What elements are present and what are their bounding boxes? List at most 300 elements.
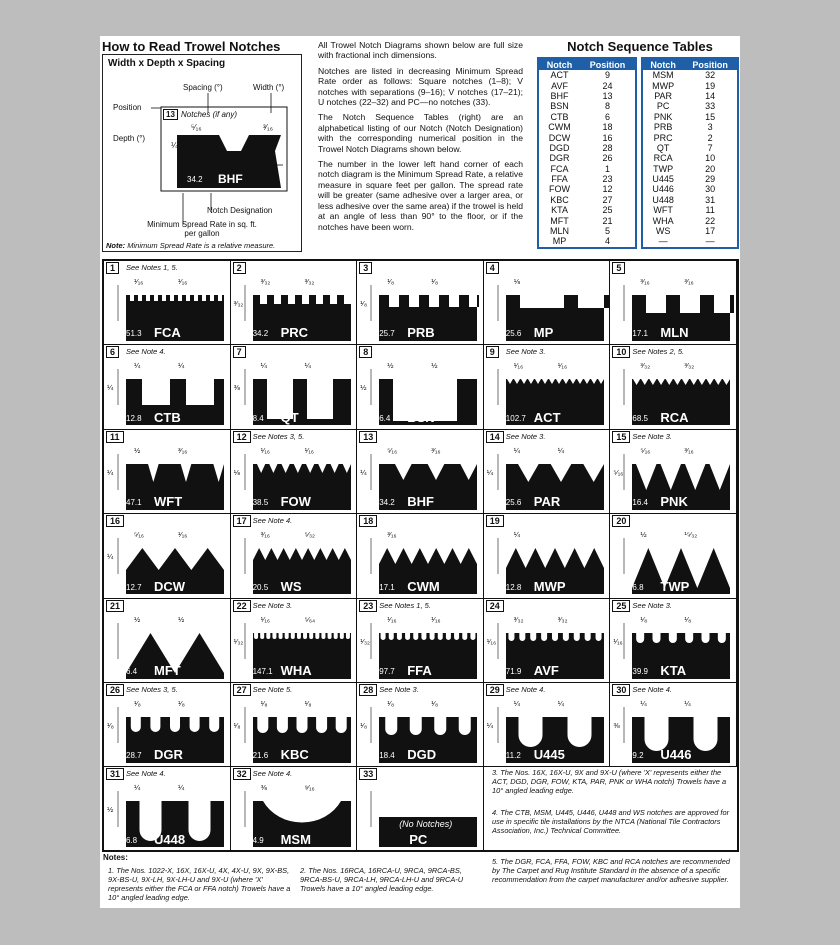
spread-rate: 102.7	[505, 413, 526, 423]
dimension-label: ³⁄₁₆	[684, 277, 694, 286]
seq-notch: KBC	[550, 194, 569, 205]
seq-position: 20	[705, 163, 716, 174]
notch-name: KBC	[280, 747, 309, 763]
dimension-label: ¼	[107, 552, 114, 562]
dimension-label: ¹⁄₈	[260, 699, 268, 708]
intro-para: All Trowel Notch Diagrams shown below are full size with fractional inch dimensions.	[318, 40, 523, 61]
seq-notch: WHA	[652, 215, 674, 226]
dimension-label: ³⁄₁₆	[431, 445, 441, 455]
notch-cell-12	[231, 430, 358, 514]
dimension-label: ½	[431, 361, 438, 371]
cell-number: 26	[106, 684, 124, 696]
dimension-label: ¼	[640, 699, 647, 708]
seq-notch: MP	[552, 236, 567, 247]
notch-cell-31	[104, 767, 231, 851]
notch-name: AVF	[533, 662, 559, 678]
dimension-label: ½	[134, 614, 141, 624]
notch-name: QT	[280, 409, 299, 425]
dimension-label: ¹⁄₈	[134, 699, 141, 708]
spread-rate: 6.4	[126, 666, 138, 676]
spacing-label: Spacing (°)	[183, 83, 223, 92]
dimension-label: ⁵⁄₁₆	[134, 530, 144, 540]
cell-number: 32	[233, 768, 251, 780]
cell-number: 12	[233, 431, 251, 443]
spread-rate: 34.2	[379, 498, 395, 508]
dimension-label: ⁹⁄₁₆	[304, 783, 315, 793]
seq-notch: U446	[652, 184, 674, 195]
cell-note: See Note 4.	[126, 347, 166, 357]
seq-position: —	[705, 236, 715, 247]
cell-number: 6	[106, 346, 119, 358]
dimension-label: ³⁄₁₆	[640, 277, 650, 286]
cell-note: See Notes 1, 5.	[126, 263, 178, 272]
seq-col-notch: Notch	[642, 58, 683, 70]
dimension-label: ¹⁄₁₆	[486, 636, 497, 646]
seq-notch: MLN	[550, 226, 570, 237]
dimension-label: ¼	[486, 721, 494, 730]
seq-row	[538, 205, 636, 215]
cell-number: 21	[106, 600, 124, 612]
seq-notch: DGR	[549, 153, 570, 164]
notch-name: WFT	[154, 494, 183, 510]
note-3: 3. The Nos. 16X, 16X-U, 9X and 9X-U (where 'X' represents either the ACT, DGD, DGR, FOW, KTA, PAR, PNK or WHA notch) Trowels have a 10° angled leading edge.	[492, 768, 727, 795]
seq-notch: WS	[655, 226, 671, 237]
dimension-label: ½	[134, 445, 141, 455]
cell-number: 28	[359, 684, 377, 696]
dimension-label: ¼	[557, 699, 565, 708]
cell-note: See Note 4.	[252, 769, 293, 779]
no-notches-label: (No Notches)	[399, 819, 453, 830]
dimension-label: ⅛	[513, 277, 521, 286]
notch-name: FOW	[280, 494, 311, 510]
dimension-label: ¹⁄₁₆	[613, 636, 623, 646]
dimension-label: ⁵⁄₆₄	[304, 614, 316, 624]
cell-number: 10	[612, 346, 630, 358]
notch-name: PRC	[280, 325, 309, 341]
seq-position: 30	[705, 184, 716, 195]
seq-row	[642, 80, 738, 90]
cell-number: 31	[106, 768, 124, 780]
cell-note: See Note 4.	[505, 685, 546, 694]
spread-rate: 71.9	[505, 666, 522, 676]
seq-notch: PC	[656, 101, 670, 112]
seq-notch: PAR	[654, 90, 673, 101]
spread-rate: 147.1	[252, 666, 273, 676]
seq-notch: FOW	[549, 184, 571, 195]
cell-number: 3	[359, 262, 372, 274]
cell-number: 22	[233, 600, 251, 612]
spread-rate: 47.1	[126, 498, 142, 508]
notch-cell-13	[357, 430, 484, 514]
seq-row	[538, 143, 636, 153]
notch-cell-21	[104, 599, 231, 683]
notch-diagram-grid	[102, 259, 739, 852]
seq-notch: CTB	[550, 111, 569, 122]
dimension-label: ³⁄₁₆	[260, 530, 270, 540]
seq-notch: FCA	[550, 163, 569, 174]
notch-cell-29	[484, 683, 611, 767]
seq-notch: WFT	[653, 205, 673, 216]
notch-cell-4	[484, 261, 611, 345]
seq-row	[538, 153, 636, 163]
howto-diagram-box	[102, 54, 302, 252]
dimension-label: ¼	[360, 467, 367, 477]
dimension-label: ³⁄₁₆	[684, 445, 694, 455]
dimension-label: ⅜	[233, 383, 240, 393]
seq-position: 1	[605, 163, 611, 174]
seq-notch: PNK	[653, 111, 673, 122]
seq-position: 7	[707, 142, 713, 153]
dimension-label: ¹⁵⁄₃₂	[684, 530, 698, 540]
cell-number: 11	[106, 431, 124, 443]
notch-name: DCW	[154, 578, 186, 594]
seq-notch: MFT	[550, 215, 569, 226]
seq-row	[642, 91, 738, 101]
spread-rate: 17.1	[379, 582, 395, 592]
min-spread-label: Minimum Spread Rate in sq. ft. per gallon	[147, 220, 257, 238]
seq-position: 11	[705, 205, 715, 216]
seq-row	[538, 80, 636, 90]
seq-row	[642, 132, 738, 142]
seq-notch: CWM	[548, 122, 571, 133]
seq-notch: MWP	[652, 80, 675, 91]
spread-rate: 6.8	[632, 582, 644, 592]
position-label: Position	[113, 103, 142, 112]
dimension-label: ¹⁄₈	[684, 614, 692, 624]
dimension-label: ⁵⁄₁₆	[613, 467, 624, 477]
seq-notch: BHF	[550, 90, 569, 101]
seq-position: 16	[602, 132, 613, 143]
seq-row	[642, 112, 738, 122]
cell-number: 33	[359, 768, 377, 780]
spread-rate: 16.4	[632, 498, 648, 508]
dimension-label: ½	[640, 530, 647, 540]
dimension-label: ¹⁄₃₂	[233, 636, 244, 646]
notch-cell-18	[357, 514, 484, 598]
seq-row	[642, 143, 738, 153]
dimension-label: ¹⁄₁₆	[304, 445, 314, 455]
seq-row	[538, 91, 636, 101]
howto-notches-if-any: Notches (if any)	[181, 110, 238, 119]
notch-name: FCA	[154, 325, 181, 341]
dimension-label: ¼	[107, 467, 114, 477]
spread-rate: 51.3	[126, 329, 142, 339]
spread-rate: 6.8	[126, 835, 138, 845]
dimension-label: ½	[107, 805, 114, 815]
seq-notch: FFA	[551, 174, 568, 185]
dimension-label: ¼	[134, 783, 141, 793]
cell-note: See Notes 3, 5.	[126, 685, 178, 694]
seq-row	[538, 236, 636, 247]
dimension-label: ³⁄₃₂	[513, 614, 524, 624]
dimension-label: ¼	[513, 530, 521, 540]
spread-rate: 34.2	[252, 329, 269, 339]
seq-notch: RCA	[653, 153, 673, 164]
spread-rate: 68.5	[632, 413, 648, 423]
cell-number: 24	[486, 600, 504, 612]
intro-para: Notches are listed in decreasing Minimum Spread Rate order as follows: Square notches (1–8); V notches with separations (9–16); V notches (17–21); U notches (22–32) and PC—no notches (33).	[318, 65, 523, 108]
seq-position: 21	[602, 215, 613, 226]
seq-position: 2	[707, 132, 713, 143]
notch-name: MFT	[154, 662, 181, 678]
howto-title: How to Read Trowel Notches	[102, 39, 281, 54]
seq-row	[538, 184, 636, 194]
notch-cell-17	[231, 514, 358, 598]
seq-col-position: Position	[683, 58, 738, 70]
notes-label: Notes:	[103, 853, 128, 862]
seq-table-left	[537, 57, 637, 249]
notch-cell-10	[610, 345, 737, 429]
seq-notch: DGD	[549, 142, 570, 153]
dimension-label: ¹⁄₈	[178, 699, 185, 708]
notch-name: MSM	[280, 831, 311, 847]
seq-row	[642, 205, 738, 215]
cell-number: 30	[612, 684, 630, 696]
seq-position: 13	[602, 90, 613, 101]
notch-cell-30	[610, 683, 737, 767]
dimension-label: ¹⁄₁₆	[557, 361, 568, 371]
seq-row	[642, 70, 738, 80]
dimension-label: ⁵⁄₁₆	[387, 445, 398, 455]
dimension-label: ³⁄₃₂	[684, 361, 695, 371]
cell-number: 14	[486, 431, 504, 443]
seq-position: 26	[602, 153, 613, 164]
seq-row	[538, 215, 636, 225]
depth-label: Depth (°)	[113, 134, 146, 143]
seq-notch: ACT	[550, 70, 569, 81]
notch-cell-28	[357, 683, 484, 767]
notch-cell-19	[484, 514, 611, 598]
seq-row	[642, 122, 738, 132]
notch-cell-3	[357, 261, 484, 345]
seq-row	[538, 164, 636, 174]
notch-cell-2	[231, 261, 358, 345]
notch-shape	[253, 379, 351, 425]
seq-position: 18	[602, 122, 613, 133]
note-text: Minimum Spread Rate is a relative measure.	[127, 241, 276, 250]
dimension-label: ¼	[513, 445, 521, 455]
cell-number: 16	[106, 515, 124, 527]
intro-para: The number in the lower left hand corner of each notch diagram is the Minimum Spread Rate, a relative measure in square feet per gallon. The spread rate will be greater (same adhesive over a larger area, or less adhesive over the same area) if the trowel is held at an angle of less than 90° to the floor, or if the notches have been worn.	[318, 159, 523, 232]
seq-row	[642, 174, 738, 184]
seq-notch: AVF	[551, 80, 568, 91]
cell-number: 2	[233, 262, 246, 274]
dimension-label: ¹⁄₁₆	[178, 530, 188, 540]
spread-rate: 17.1	[632, 329, 648, 339]
cell-note: See Note 4.	[126, 769, 166, 779]
note-1: 1. The Nos. 1022-X, 16X, 16X-U, 4X, 4X-U, 9X, 9X-BS, 9X-BS-U, 9X-LH, 9X-LH-U and 9X-U (where 'X' represents either the FCA or FFA notch) Trowels have a 10° angled leading edge.	[108, 866, 291, 902]
notch-cell-26	[104, 683, 231, 767]
spread-rate: 6.4	[379, 413, 391, 423]
notch-cell-25	[610, 599, 737, 683]
notch-cell-11	[104, 430, 231, 514]
seq-position: 15	[705, 111, 716, 122]
seq-position: 32	[705, 70, 716, 81]
cell-number: 9	[486, 346, 499, 358]
dimension-label: ¼	[304, 361, 311, 371]
seq-row	[642, 153, 738, 163]
note-4: 4. The CTB, MSM, U445, U446, U448 and WS notches are approved for use in specific tile installations by the NTCA (National Tile Contractors Association, Inc.) Technical Committee.	[492, 808, 730, 835]
howto-dim-width: ³⁄₁₆	[263, 123, 273, 132]
cell-note: See Notes 3, 5.	[252, 431, 305, 441]
notch-name: PRB	[407, 325, 435, 341]
seq-row	[642, 184, 738, 194]
dimension-label: ¹⁄₁₆	[260, 614, 270, 624]
width-label: Width (°)	[253, 83, 285, 92]
dimension-label: ¹⁄₈	[387, 699, 395, 708]
seq-position: 22	[705, 215, 716, 226]
dimension-label: ¼	[684, 699, 691, 708]
seq-position: 4	[605, 236, 611, 247]
cell-number: 29	[486, 684, 504, 696]
notch-cell-22	[231, 599, 358, 683]
seq-row	[538, 226, 636, 236]
spread-rate: 25.6	[505, 329, 522, 339]
dimension-label: ⁵⁄₁₆	[640, 445, 651, 455]
seq-position: 23	[602, 174, 613, 185]
note-label: Note:	[106, 241, 126, 250]
dimension-label: ¼	[486, 467, 494, 477]
seq-position: 24	[602, 80, 613, 91]
spread-rate: 38.5	[252, 498, 269, 508]
cell-number: 17	[233, 515, 251, 527]
notch-cell-33	[357, 767, 484, 851]
notch-name: MP	[533, 325, 554, 341]
intro-text	[318, 40, 523, 237]
spread-rate: 28.7	[126, 751, 142, 761]
spread-rate: 21.6	[252, 751, 269, 761]
notch-name: MLN	[660, 325, 689, 341]
notch-name: KTA	[660, 662, 687, 678]
dimension-label: ³⁄₃₂	[260, 277, 271, 286]
howto-box-title: Width x Depth x Spacing	[108, 58, 226, 69]
seq-position: 33	[705, 101, 716, 112]
cell-number: 13	[359, 431, 377, 443]
cell-note: See Note 3.	[505, 431, 546, 441]
notch-cell-16	[104, 514, 231, 598]
dimension-label: ⅛	[233, 467, 240, 477]
seq-col-notch: Notch	[538, 58, 580, 70]
seq-row	[642, 236, 738, 247]
notch-name: PC	[409, 831, 428, 847]
seq-position: 10	[705, 153, 716, 164]
dimension-label: ¹⁄₁₆	[134, 277, 144, 286]
cell-note: See Note 5.	[252, 685, 293, 694]
seq-title: Notch Sequence Tables	[567, 39, 713, 54]
dimension-label: ¼	[557, 445, 565, 455]
dimension-label: ¹⁄₁₆	[260, 445, 270, 455]
notch-name: WS	[280, 578, 302, 594]
notch-name: BHF	[407, 494, 434, 510]
dimension-label: ⅜	[613, 721, 620, 730]
notch-name: U446	[660, 747, 692, 763]
spread-rate: 8.4	[252, 413, 264, 423]
seq-notch: BSN	[550, 101, 569, 112]
notch-name: CTB	[154, 409, 181, 425]
spread-rate: 12.7	[126, 582, 142, 592]
seq-row	[642, 101, 738, 111]
dimension-label: ⅜	[260, 783, 267, 793]
notch-cell-15	[610, 430, 737, 514]
dimension-label: ¼	[178, 361, 185, 371]
howto-example-num: 13	[163, 109, 178, 120]
cell-note: See Note 3.	[379, 685, 419, 694]
dimension-label: ½	[178, 614, 185, 624]
howto-note	[106, 241, 275, 250]
cell-number: 19	[486, 515, 504, 527]
spread-rate: 12.8	[126, 413, 142, 423]
notch-cell-24	[484, 599, 611, 683]
seq-position: 9	[605, 70, 611, 81]
cell-number: 15	[612, 431, 630, 443]
dimension-label: ¹⁄₈	[360, 721, 368, 730]
cell-number: 18	[359, 515, 377, 527]
notch-cell-8	[357, 345, 484, 429]
seq-row	[538, 132, 636, 142]
spread-rate: 9.2	[632, 751, 644, 761]
seq-position: 29	[705, 174, 716, 185]
howto-spread: 34.2	[187, 175, 203, 184]
notch-cell-6	[104, 345, 231, 429]
notch-cell-20	[610, 514, 737, 598]
seq-notch: DCW	[548, 132, 571, 143]
howto-dim-depth: ¼	[171, 141, 178, 150]
spread-rate: 97.7	[379, 666, 395, 676]
spread-rate: 4.9	[252, 835, 264, 845]
howto-name: BHF	[218, 172, 243, 186]
spread-rate: 11.2	[505, 751, 521, 761]
dimension-label: ¹⁄₈	[640, 614, 648, 624]
notch-name: DGR	[154, 747, 183, 763]
seq-table-right	[641, 57, 739, 249]
seq-position: 12	[602, 184, 613, 195]
dimension-label: ¼	[107, 383, 114, 393]
dimension-label: ¼	[513, 699, 521, 708]
seq-col-position: Position	[580, 58, 636, 70]
dimension-label: ½	[360, 383, 367, 393]
notch-cell-14	[484, 430, 611, 514]
dimension-label: ³⁄₃₂	[640, 361, 651, 371]
seq-position: 19	[705, 80, 716, 91]
seq-position: 5	[605, 226, 611, 237]
seq-position: 8	[605, 101, 611, 112]
seq-position: 6	[605, 111, 611, 122]
notch-name: FFA	[407, 662, 432, 678]
notch-designation-label: Notch Designation	[207, 206, 273, 215]
notch-name: U448	[154, 831, 186, 847]
dimension-label: ¹⁄₈	[431, 699, 439, 708]
dimension-label: ¹⁄₃₂	[360, 636, 370, 646]
seq-position: 28	[602, 142, 613, 153]
notch-cell-5	[610, 261, 737, 345]
dimension-label: ¹⁄₈	[304, 699, 312, 708]
cell-number: 25	[612, 600, 630, 612]
seq-position: 31	[705, 194, 716, 205]
notch-cell-7	[231, 345, 358, 429]
spread-rate: 25.7	[379, 329, 395, 339]
intro-para: The Notch Sequence Tables (right) are an alphabetical listing of our Notch (Notch Designation) with the corresponding numerical position in the Trowel Notch Diagrams shown below.	[318, 112, 523, 154]
seq-position: 27	[602, 194, 613, 205]
notch-name: PAR	[533, 494, 561, 510]
notch-name: RCA	[660, 409, 689, 425]
spread-rate: 18.4	[379, 751, 395, 761]
dimension-label: ³⁄₁₆	[178, 445, 188, 455]
dimension-label: ¹⁄₁₆	[513, 361, 524, 371]
dimension-label: ⁵⁄₃₂	[304, 530, 315, 540]
seq-row	[642, 226, 738, 236]
notch-name: MWP	[533, 578, 566, 594]
seq-row	[538, 174, 636, 184]
